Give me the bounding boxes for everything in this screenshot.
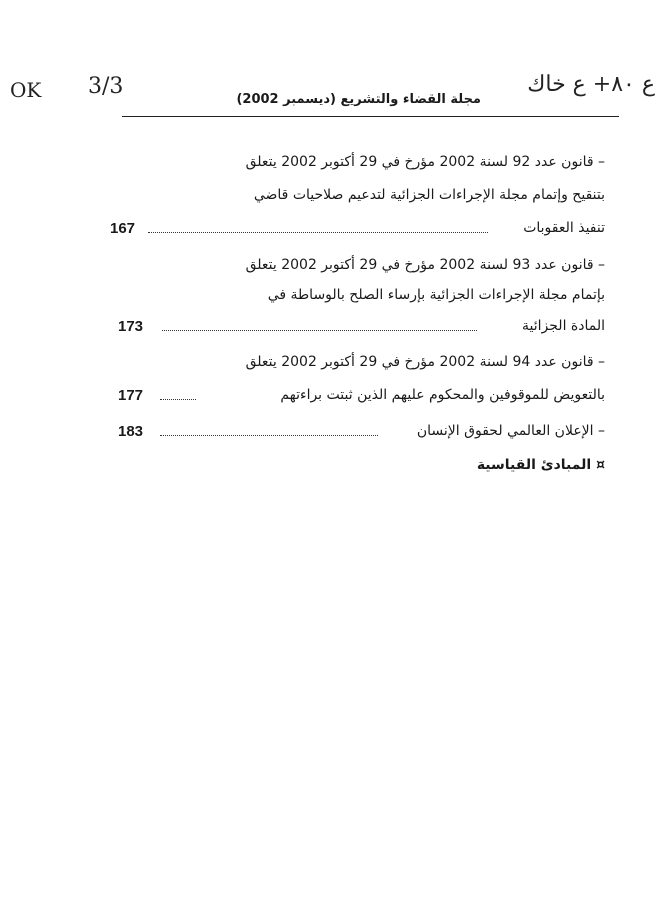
toc-entry-4-line-1: – الإعلان العالمي لحقوق الإنسان — [416, 423, 605, 439]
toc-entry-2-leader — [162, 320, 477, 331]
running-header-title: مجلة القضاء والتشريع (ديسمبر 2002) — [236, 92, 481, 107]
handwritten-ok: OK — [10, 78, 42, 102]
toc-entry-2-line-2: بإتمام مجلة الإجراءات الجزائية بإرساء الصلح بالوساطة في — [267, 287, 605, 303]
toc-entry-3-leader — [160, 389, 196, 400]
section-heading — [477, 457, 605, 473]
handwritten-reference: ع ٨٠+ ع خاك — [527, 72, 655, 97]
toc-entry-4-page: 183 — [118, 423, 144, 440]
toc-entry-3-line-1: – قانون عدد 94 لسنة 2002 مؤرخ في 29 أكتوبر 2002 يتعلق — [245, 354, 605, 370]
toc-entry-1-line-2: بتنقيح وإتمام مجلة الإجراءات الجزائية لتدعيم صلاحيات قاضي — [253, 187, 605, 203]
toc-entry-1-leader — [148, 222, 488, 233]
toc-entry-4-leader — [160, 425, 378, 436]
toc-entry-3-line-2: بالتعويض للموقوفين والمحكوم عليهم الذين ثبتت براءتهم — [280, 387, 605, 403]
section-bullet: ¤ — [596, 457, 605, 473]
section-title: المبادئ القياسية — [476, 457, 592, 473]
handwritten-fraction: 3/3 — [88, 74, 124, 99]
toc-entry-3-page: 177 — [118, 387, 144, 404]
toc-entry-1-line-1: – قانون عدد 92 لسنة 2002 مؤرخ في 29 أكتوبر 2002 يتعلق — [245, 154, 605, 170]
toc-entry-2-line-1: – قانون عدد 93 لسنة 2002 مؤرخ في 29 أكتوبر 2002 يتعلق — [245, 257, 605, 273]
toc-entry-2-page: 173 — [118, 318, 144, 335]
header-rule — [122, 116, 619, 117]
toc-entry-1-page: 167 — [110, 220, 136, 237]
toc-entry-2-line-3: المادة الجزائية — [522, 318, 605, 334]
toc-entry-1-line-3: تنفيذ العقوبات — [523, 220, 605, 236]
